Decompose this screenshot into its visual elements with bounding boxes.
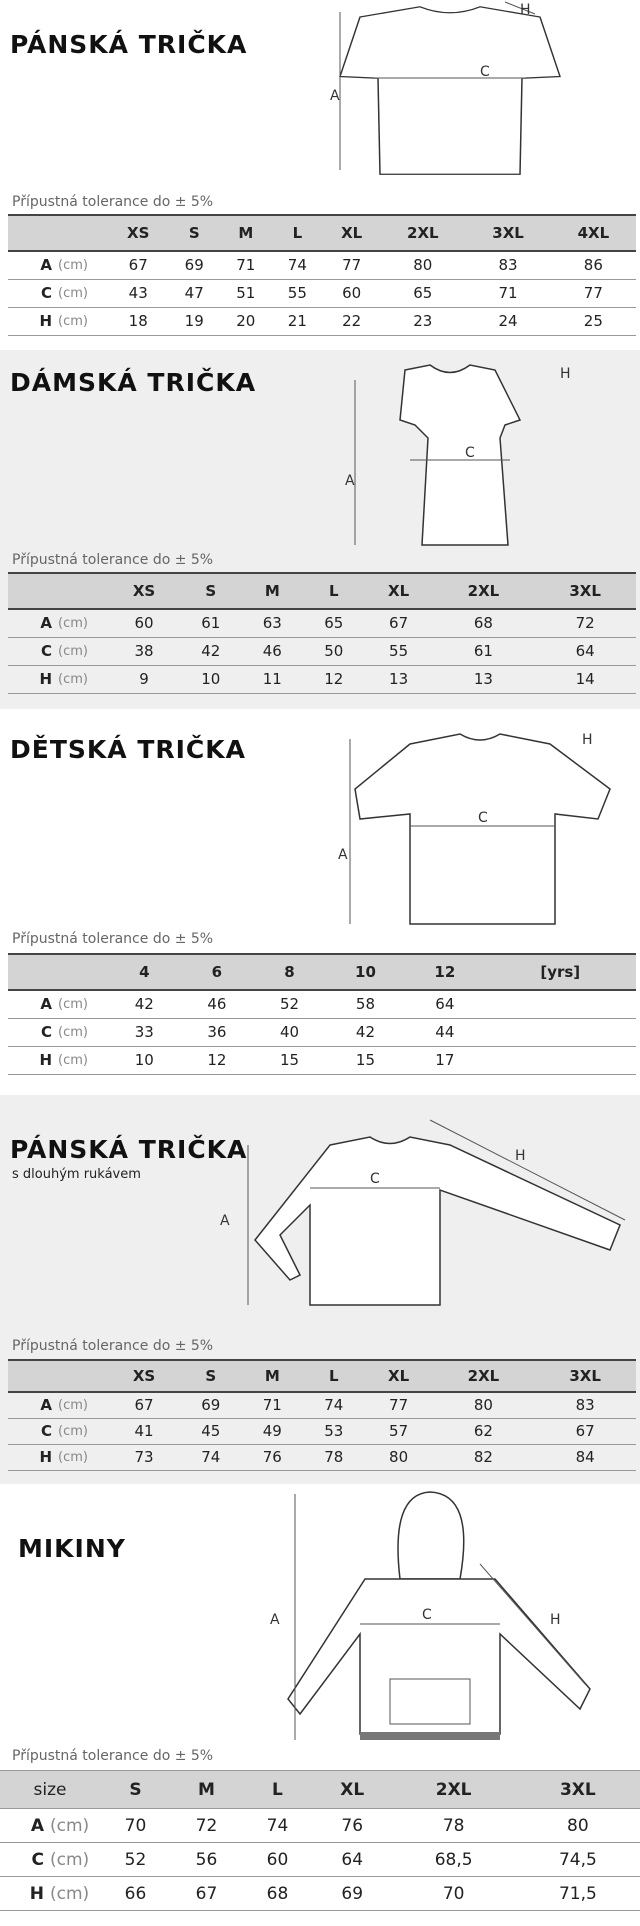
- measurement-value: 72: [171, 1809, 242, 1843]
- dimension-h-label: H: [582, 732, 593, 748]
- measurement-value: 64: [405, 990, 484, 1018]
- measurement-value: 78: [303, 1444, 365, 1470]
- size-column-header: M: [242, 1360, 304, 1392]
- measurement-value: 58: [326, 990, 405, 1018]
- tshirt-diagram: [340, 360, 580, 550]
- measurement-value: 18: [108, 307, 168, 335]
- measurement-value: 65: [303, 609, 365, 637]
- section-hoodies: [0, 1484, 640, 1926]
- table-row: [8, 637, 636, 665]
- measurement-value: 55: [365, 637, 433, 665]
- size-table: [8, 953, 636, 1075]
- measurement-value: 78: [392, 1809, 516, 1843]
- measurement-value: 24: [465, 307, 550, 335]
- measurement-value: 77: [323, 251, 380, 279]
- measurement-value: 72: [534, 609, 636, 637]
- measurement-value: 68,5: [392, 1843, 516, 1877]
- measurement-value: 17: [405, 1046, 484, 1074]
- size-column-header: 3XL: [516, 1771, 640, 1809]
- table-row: [8, 1018, 636, 1046]
- measurement-label: H: [8, 1046, 58, 1074]
- size-column-header: L: [303, 573, 365, 609]
- measurement-label: C: [8, 637, 58, 665]
- table-row: [0, 1809, 640, 1843]
- section-mens-tshirts: [0, 0, 640, 350]
- measurement-value: 74: [242, 1809, 313, 1843]
- unit-label: (cm): [58, 1444, 108, 1470]
- measurement-value: 62: [433, 1418, 535, 1444]
- size-table: [8, 1359, 636, 1471]
- header-spacer: [8, 573, 108, 609]
- measurement-value: 60: [108, 609, 180, 637]
- measurement-label: A: [8, 251, 58, 279]
- tolerance-note: Přípustná tolerance do ± 5%: [12, 931, 214, 947]
- size-column-header: 10: [326, 954, 405, 990]
- measurement-value: 53: [303, 1418, 365, 1444]
- table-row: [8, 1392, 636, 1418]
- size-column-header: M: [171, 1771, 242, 1809]
- measurement-value: 55: [272, 279, 324, 307]
- unit-label: (cm): [58, 307, 108, 335]
- measurement-value: 64: [313, 1843, 392, 1877]
- measurement-value: 83: [534, 1392, 636, 1418]
- unit-label: (cm): [58, 1046, 108, 1074]
- table-row: [8, 665, 636, 693]
- unit-label: (cm): [58, 637, 108, 665]
- measurement-label: C: [8, 1018, 58, 1046]
- dimension-a-label: A: [338, 847, 348, 863]
- measurement-value: 84: [534, 1444, 636, 1470]
- measurement-value: 73: [108, 1444, 180, 1470]
- size-column-header: 8: [253, 954, 326, 990]
- size-column-header: 2XL: [380, 215, 465, 251]
- measurement-value: 71: [465, 279, 550, 307]
- size-column-header: XL: [323, 215, 380, 251]
- measurement-value: 69: [313, 1877, 392, 1911]
- measurement-value: 71,5: [516, 1877, 640, 1911]
- measurement-value: 67: [108, 1392, 180, 1418]
- measurement-value: 60: [323, 279, 380, 307]
- table-row: [8, 279, 636, 307]
- measurement-value: 70: [100, 1809, 171, 1843]
- measurement-value: 10: [180, 665, 242, 693]
- size-column-header: [yrs]: [485, 954, 636, 990]
- measurement-label: A: [8, 609, 58, 637]
- section-kids-tshirts: [0, 709, 640, 1095]
- size-table: [8, 214, 636, 336]
- size-column-header: S: [100, 1771, 171, 1809]
- measurement-value: 38: [108, 637, 180, 665]
- dimension-h-label: H: [515, 1148, 526, 1164]
- section-title: DĚTSKÁ TRIČKA: [10, 735, 246, 764]
- measurement-value: 43: [108, 279, 168, 307]
- size-column-header: S: [168, 215, 220, 251]
- measurement-value: 14: [534, 665, 636, 693]
- header-row: [8, 1360, 636, 1392]
- header-row: [0, 1771, 640, 1809]
- dimension-c-label: C: [422, 1607, 432, 1623]
- unit-label: (cm): [50, 1843, 100, 1877]
- unit-label: (cm): [58, 1392, 108, 1418]
- dimension-a-label: A: [220, 1213, 230, 1229]
- measurement-value: 70: [392, 1877, 516, 1911]
- dimension-h-label: H: [520, 2, 531, 18]
- section-title: PÁNSKÁ TRIČKA: [10, 30, 248, 59]
- dimension-c-label: C: [478, 810, 488, 826]
- table-row: [8, 990, 636, 1018]
- section-title: MIKINY: [18, 1534, 126, 1563]
- measurement-label: C: [8, 279, 58, 307]
- size-column-header: L: [242, 1771, 313, 1809]
- header-row: [8, 954, 636, 990]
- unit-label: (cm): [58, 251, 108, 279]
- dimension-h-label: H: [560, 366, 571, 382]
- size-column-header: 6: [181, 954, 254, 990]
- measurement-value: 22: [323, 307, 380, 335]
- measurement-value: 12: [303, 665, 365, 693]
- hoodie-diagram: [260, 1484, 620, 1749]
- measurement-value: 71: [242, 1392, 304, 1418]
- measurement-value: 49: [242, 1418, 304, 1444]
- measurement-value: 10: [108, 1046, 181, 1074]
- measurement-value: 80: [516, 1809, 640, 1843]
- measurement-value: 11: [242, 665, 304, 693]
- size-table: [8, 572, 636, 694]
- measurement-value: 67: [365, 609, 433, 637]
- measurement-value: 15: [253, 1046, 326, 1074]
- measurement-label: A: [0, 1809, 50, 1843]
- size-column-header: 3XL: [534, 573, 636, 609]
- measurement-value: 74: [303, 1392, 365, 1418]
- measurement-value: 86: [551, 251, 636, 279]
- size-column-header: M: [220, 215, 272, 251]
- tshirt-diagram: [330, 0, 570, 180]
- measurement-label: H: [8, 1444, 58, 1470]
- measurement-value: 19: [168, 307, 220, 335]
- measurement-value: 57: [365, 1418, 433, 1444]
- measurement-value: 44: [405, 1018, 484, 1046]
- measurement-value: 46: [242, 637, 304, 665]
- measurement-value: 52: [253, 990, 326, 1018]
- measurement-value: 65: [380, 279, 465, 307]
- size-column-header: M: [242, 573, 304, 609]
- measurement-value: 60: [242, 1843, 313, 1877]
- measurement-value: 80: [433, 1392, 535, 1418]
- measurement-value: [485, 1046, 636, 1074]
- unit-label: (cm): [58, 990, 108, 1018]
- dimension-a-label: A: [270, 1612, 280, 1628]
- dimension-c-label: C: [370, 1171, 380, 1187]
- section-womens-tshirts: [0, 350, 640, 709]
- measurement-value: 64: [534, 637, 636, 665]
- size-column-header: XL: [365, 1360, 433, 1392]
- measurement-label: H: [0, 1877, 50, 1911]
- measurement-value: 83: [465, 251, 550, 279]
- measurement-value: 80: [365, 1444, 433, 1470]
- measurement-value: 77: [551, 279, 636, 307]
- size-column-header: XL: [365, 573, 433, 609]
- measurement-value: 67: [534, 1418, 636, 1444]
- measurement-label: C: [8, 1418, 58, 1444]
- table-row: [8, 307, 636, 335]
- dimension-a-label: A: [345, 473, 355, 489]
- measurement-label: H: [8, 307, 58, 335]
- measurement-value: 82: [433, 1444, 535, 1470]
- measurement-value: 77: [365, 1392, 433, 1418]
- measurement-value: 33: [108, 1018, 181, 1046]
- measurement-label: C: [0, 1843, 50, 1877]
- size-column-header: L: [272, 215, 324, 251]
- tshirt-diagram: [330, 724, 620, 929]
- size-column-header: 4XL: [551, 215, 636, 251]
- measurement-value: 25: [551, 307, 636, 335]
- table-row: [8, 251, 636, 279]
- size-column-header: 12: [405, 954, 484, 990]
- measurement-value: 61: [433, 637, 535, 665]
- size-column-header: XS: [108, 573, 180, 609]
- measurement-value: 41: [108, 1418, 180, 1444]
- measurement-label: A: [8, 1392, 58, 1418]
- section-title: PÁNSKÁ TRIČKA: [10, 1135, 248, 1164]
- table-row: [8, 1418, 636, 1444]
- measurement-value: 71: [220, 251, 272, 279]
- measurement-value: 76: [313, 1809, 392, 1843]
- dimension-c-label: C: [480, 64, 490, 80]
- measurement-value: 80: [380, 251, 465, 279]
- tolerance-note: Přípustná tolerance do ± 5%: [12, 1338, 214, 1354]
- tolerance-note: Přípustná tolerance do ± 5%: [12, 1748, 214, 1764]
- measurement-value: 74: [272, 251, 324, 279]
- unit-label: (cm): [58, 279, 108, 307]
- measurement-value: 66: [100, 1877, 171, 1911]
- size-column-header: 4: [108, 954, 181, 990]
- unit-label: (cm): [50, 1809, 100, 1843]
- measurement-label: H: [8, 665, 58, 693]
- dimension-c-label: C: [465, 445, 475, 461]
- measurement-value: 23: [380, 307, 465, 335]
- tolerance-note: Přípustná tolerance do ± 5%: [12, 194, 214, 210]
- measurement-value: 42: [326, 1018, 405, 1046]
- measurement-value: 76: [242, 1444, 304, 1470]
- dimension-a-label: A: [330, 88, 340, 104]
- measurement-value: 9: [108, 665, 180, 693]
- measurement-value: 13: [365, 665, 433, 693]
- size-column-header: XL: [313, 1771, 392, 1809]
- measurement-value: 40: [253, 1018, 326, 1046]
- measurement-value: 74: [180, 1444, 242, 1470]
- unit-label: (cm): [58, 609, 108, 637]
- measurement-value: 46: [181, 990, 254, 1018]
- measurement-value: 74,5: [516, 1843, 640, 1877]
- header-row: [8, 573, 636, 609]
- measurement-value: 51: [220, 279, 272, 307]
- header-spacer: [8, 215, 108, 251]
- size-column-header: S: [180, 573, 242, 609]
- unit-label: (cm): [50, 1877, 100, 1911]
- longsleeve-diagram: [220, 1095, 640, 1335]
- measurement-value: [485, 1018, 636, 1046]
- size-column-header: 2XL: [433, 573, 535, 609]
- measurement-label: A: [8, 990, 58, 1018]
- measurement-value: 52: [100, 1843, 171, 1877]
- size-column-header: XS: [108, 215, 168, 251]
- dimension-h-label: H: [550, 1612, 561, 1628]
- size-column-header: L: [303, 1360, 365, 1392]
- measurement-value: 20: [220, 307, 272, 335]
- measurement-value: 69: [180, 1392, 242, 1418]
- section-title: DÁMSKÁ TRIČKA: [10, 368, 257, 397]
- measurement-value: 68: [433, 609, 535, 637]
- measurement-value: 13: [433, 665, 535, 693]
- measurement-value: 42: [108, 990, 181, 1018]
- size-column-header: 3XL: [465, 215, 550, 251]
- measurement-value: 15: [326, 1046, 405, 1074]
- table-row: [8, 1046, 636, 1074]
- measurement-value: 50: [303, 637, 365, 665]
- size-column-header: S: [180, 1360, 242, 1392]
- size-table: [0, 1770, 640, 1911]
- measurement-value: 12: [181, 1046, 254, 1074]
- measurement-value: 67: [108, 251, 168, 279]
- measurement-value: 61: [180, 609, 242, 637]
- section-subtitle: s dlouhým rukávem: [12, 1167, 141, 1182]
- measurement-value: 67: [171, 1877, 242, 1911]
- measurement-value: 56: [171, 1843, 242, 1877]
- measurement-value: 45: [180, 1418, 242, 1444]
- measurement-value: 63: [242, 609, 304, 637]
- table-row: [0, 1877, 640, 1911]
- table-row: [0, 1843, 640, 1877]
- table-row: [8, 609, 636, 637]
- measurement-value: 68: [242, 1877, 313, 1911]
- unit-label: (cm): [58, 1418, 108, 1444]
- size-header: size: [0, 1771, 100, 1809]
- table-row: [8, 1444, 636, 1470]
- measurement-value: [485, 990, 636, 1018]
- size-column-header: 3XL: [534, 1360, 636, 1392]
- size-column-header: XS: [108, 1360, 180, 1392]
- section-mens-longsleeve: [0, 1095, 640, 1484]
- header-row: [8, 215, 636, 251]
- measurement-value: 42: [180, 637, 242, 665]
- measurement-value: 47: [168, 279, 220, 307]
- measurement-value: 36: [181, 1018, 254, 1046]
- header-spacer: [8, 954, 108, 990]
- measurement-value: 69: [168, 251, 220, 279]
- unit-label: (cm): [58, 665, 108, 693]
- measurement-value: 21: [272, 307, 324, 335]
- tolerance-note: Přípustná tolerance do ± 5%: [12, 552, 214, 568]
- unit-label: (cm): [58, 1018, 108, 1046]
- size-column-header: 2XL: [392, 1771, 516, 1809]
- header-spacer: [8, 1360, 108, 1392]
- size-column-header: 2XL: [433, 1360, 535, 1392]
